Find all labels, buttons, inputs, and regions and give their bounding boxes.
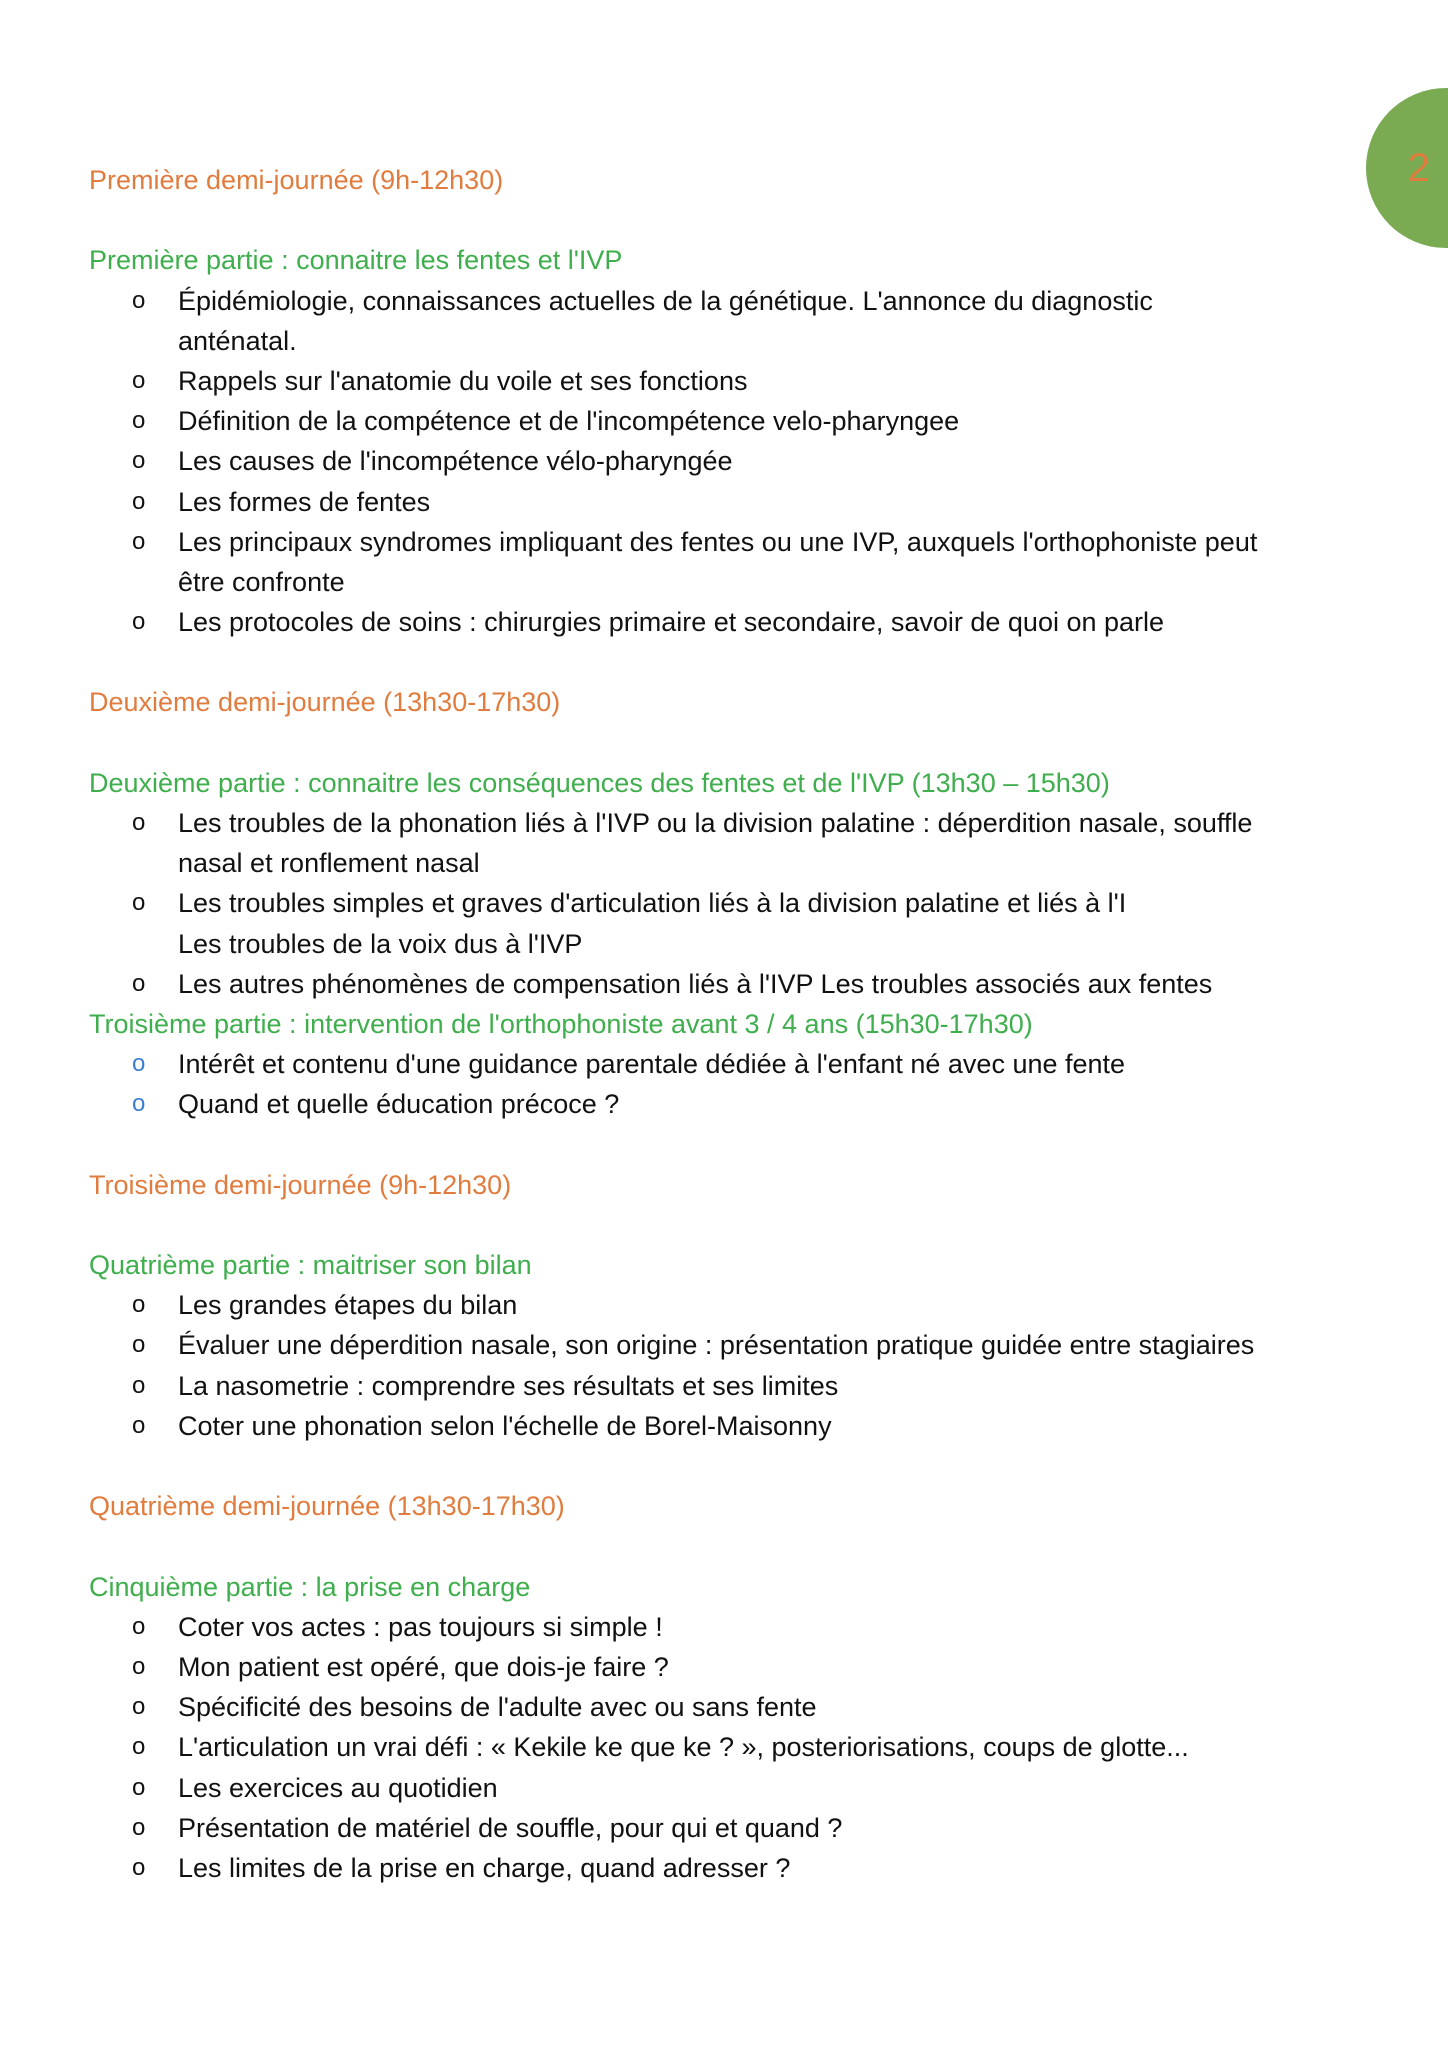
list-item [89, 281, 1389, 321]
list-item-continuation: nasal et ronflement nasal [178, 848, 480, 879]
list-item-text: L'articulation un vrai défi : « Kekile ke que ke ? », posteriorisations, coups de glotte... [178, 1732, 1189, 1763]
list-item-text: Spécificité des besoins de l'adulte avec ou sans fente [178, 1692, 817, 1723]
bullet-circle-icon: o [132, 366, 146, 394]
list-item [89, 522, 1389, 562]
list-item [89, 1084, 1389, 1124]
program-content [89, 160, 1389, 1888]
list-item [89, 482, 1389, 522]
spacer [89, 1446, 1389, 1486]
bullet-circle-icon: o [132, 1291, 146, 1319]
spacer [89, 723, 1389, 763]
bullet-circle-icon: o [132, 1371, 146, 1399]
bullet-circle-icon: o [132, 1050, 146, 1078]
list-item-text: Les formes de fentes [178, 486, 431, 517]
bullet-circle-icon: o [132, 286, 146, 314]
bullet-circle-icon: o [132, 1693, 146, 1721]
list-item-text: Les limites de la prise en charge, quand adresser ? [178, 1852, 791, 1883]
list-item [89, 1848, 1389, 1888]
list-item [89, 441, 1389, 481]
half-day-heading: Deuxième demi-journée (13h30-17h30) [89, 687, 561, 718]
list-item-text: La nasometrie : comprendre ses résultats et ses limites [178, 1370, 839, 1401]
list-item-text: Intérêt et contenu d'une guidance parentale dédiée à l'enfant né avec une fente [178, 1049, 1126, 1080]
part-heading: Deuxième partie : connaitre les conséquences des fentes et de l'IVP (13h30 – 15h30) [89, 767, 1110, 798]
list-item-text: Épidémiologie, connaissances actuelles de la génétique. L'annonce du diagnostic [178, 285, 1153, 316]
list-item-text: Les grandes étapes du bilan [178, 1290, 518, 1321]
list-item-text: Présentation de matériel de souffle, pour qui et quand ? [178, 1812, 843, 1843]
bullet-circle-icon: o [132, 407, 146, 435]
half-day-heading: Troisième demi-journée (9h-12h30) [89, 1169, 512, 1200]
list-item [89, 803, 1389, 843]
spacer [89, 642, 1389, 682]
list-item [89, 1406, 1389, 1446]
spacer [89, 200, 1389, 240]
list-item [89, 1607, 1389, 1647]
bullet-circle-icon: o [132, 487, 146, 515]
list-item-text: Les troubles de la phonation liés à l'IVP ou la division palatine : déperdition nasale, souffle [178, 808, 1253, 838]
bullet-circle-icon: o [132, 608, 146, 636]
page-number: 2 [1407, 146, 1430, 190]
spacer [89, 1526, 1389, 1566]
list-item-text: Coter une phonation selon l'échelle de Borel-Maisonny [178, 1410, 832, 1441]
list-item-text: Mon patient est opéré, que dois-je faire ? [178, 1651, 669, 1682]
list-item-text: Les protocoles de soins : chirurgies primaire et secondaire, savoir de quoi on parle [178, 607, 1165, 638]
bullet-circle-icon: o [132, 1773, 146, 1801]
list-item [89, 1768, 1389, 1808]
part-heading: Quatrième partie : maitriser son bilan [89, 1250, 532, 1281]
list-item-text: Les causes de l'incompétence vélo-pharyngée [178, 446, 733, 477]
list-item-continuation: anténatal. [178, 325, 297, 356]
half-day-heading: Quatrième demi-journée (13h30-17h30) [89, 1491, 565, 1522]
list-item-text: Les troubles simples et graves d'articulation liés à la division palatine et liés à l'I [178, 888, 1127, 919]
list-item-text: Définition de la compétence et de l'incompétence velo-pharyngee [178, 406, 960, 437]
bullet-circle-icon: o [132, 1813, 146, 1841]
list-item-continuation: être confronte [178, 566, 345, 597]
bullet-circle-icon: o [132, 969, 146, 997]
part-heading: Troisième partie : intervention de l'orthophoniste avant 3 / 4 ans (15h30-17h30) [89, 1008, 1033, 1039]
bullet-circle-icon: o [132, 1612, 146, 1640]
bullet-circle-icon: o [132, 1411, 146, 1439]
list-item [89, 1808, 1389, 1848]
list-item [89, 361, 1389, 401]
bullet-circle-icon: o [132, 1853, 146, 1881]
part-heading: Première partie : connaitre les fentes et l'IVP [89, 245, 623, 276]
part-heading: Cinquième partie : la prise en charge [89, 1571, 531, 1602]
list-item-text: Les principaux syndromes impliquant des fentes ou une IVP, auxquels l'orthophoniste peut [178, 526, 1258, 557]
list-item-text: Rappels sur l'anatomie du voile et ses fonctions [178, 365, 748, 396]
bullet-circle-icon: o [132, 1090, 146, 1118]
half-day-heading: Première demi-journée (9h-12h30) [89, 165, 504, 195]
list-item [89, 1647, 1389, 1687]
bullet-circle-icon: o [132, 447, 146, 475]
list-item-continuation: Les troubles de la voix dus à l'IVP [178, 928, 583, 959]
list-item [89, 1285, 1389, 1325]
spacer [89, 1205, 1389, 1245]
list-item-text: Les exercices au quotidien [178, 1772, 498, 1803]
list-item [89, 1687, 1389, 1727]
list-item [89, 964, 1389, 1004]
list-item-text: Coter vos actes : pas toujours si simple ! [178, 1611, 663, 1642]
bullet-circle-icon: o [132, 1331, 146, 1359]
list-item-text: Évaluer une déperdition nasale, son origine : présentation pratique guidée entre stagiaires [178, 1330, 1255, 1361]
bullet-circle-icon: o [132, 527, 146, 555]
list-item [89, 883, 1389, 923]
list-item [89, 401, 1389, 441]
list-item-text: Quand et quelle éducation précoce ? [178, 1089, 620, 1120]
bullet-circle-icon: o [132, 1652, 146, 1680]
spacer [89, 1125, 1389, 1165]
list-item [89, 1325, 1389, 1365]
list-item [89, 1044, 1389, 1084]
list-item-text: Les autres phénomènes de compensation liés à l'IVP Les troubles associés aux fentes [178, 968, 1213, 999]
bullet-circle-icon: o [132, 1733, 146, 1761]
list-item [89, 1727, 1389, 1767]
bullet-circle-icon: o [132, 809, 146, 836]
list-item [89, 602, 1389, 642]
list-item [89, 1366, 1389, 1406]
bullet-circle-icon: o [132, 889, 146, 917]
